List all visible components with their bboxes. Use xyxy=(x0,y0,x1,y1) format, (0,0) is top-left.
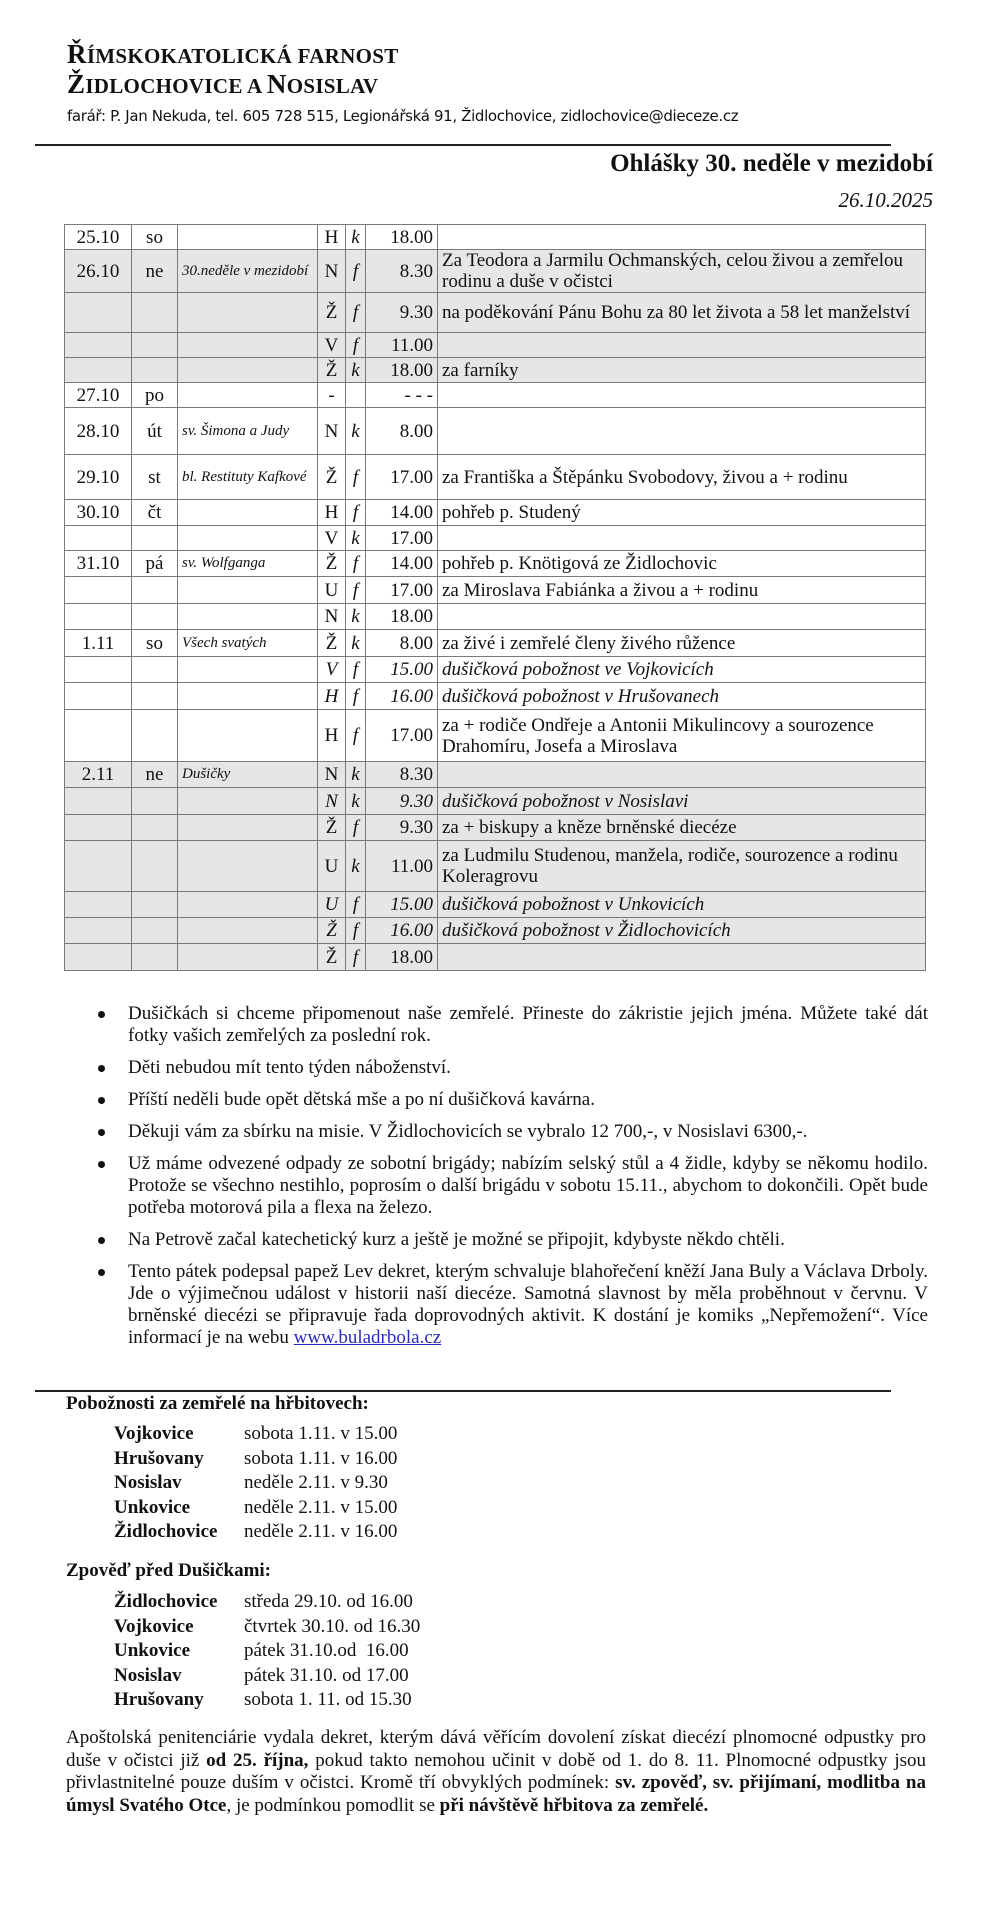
schedule-mass-type xyxy=(346,383,366,408)
schedule-day xyxy=(132,892,178,918)
schedule-intention xyxy=(438,944,926,971)
schedule-date: 2.11 xyxy=(65,762,132,788)
confession-time: sobota 1. 11. od 15.30 xyxy=(244,1689,412,1710)
schedule-date: 31.10 xyxy=(65,551,132,577)
schedule-day xyxy=(132,788,178,815)
confession-time: pátek 31.10. od 17.00 xyxy=(244,1664,409,1686)
title-line2-mid: IDLOCHOVICE A xyxy=(85,74,267,98)
schedule-row xyxy=(65,657,926,683)
schedule-date xyxy=(65,788,132,815)
schedule-intention xyxy=(438,333,926,358)
parish-contact: farář: P. Jan Nekuda, tel. 605 728 515, Legionářská 91, Židlochovice, zidlochovice@dieceze.cz xyxy=(67,107,739,125)
parish-title-line2: ŽIDLOCHOVICE A NOSISLAV xyxy=(67,69,379,99)
schedule-time: 17.00 xyxy=(366,455,438,500)
section-divider xyxy=(35,1390,891,1392)
title-line2-rest: OSISLAV xyxy=(286,74,379,98)
schedule-date: 25.10 xyxy=(65,225,132,250)
schedule-day: út xyxy=(132,408,178,455)
confession-time: středa 29.10. od 16.00 xyxy=(244,1591,413,1612)
schedule-feast xyxy=(178,577,318,604)
bullet-icon xyxy=(98,1269,105,1276)
schedule-intention: na poděkování Pánu Bohu za 80 let života a 58 let manželství xyxy=(438,293,926,333)
schedule-intention: za Františka a Štěpánku Svobodovy, živou a + rodinu xyxy=(438,455,926,500)
schedule-intention: za + biskupy a kněze brněnské diecéze xyxy=(438,815,926,841)
schedule-day xyxy=(132,293,178,333)
schedule-mass-type: f xyxy=(346,455,366,500)
schedule-time: 18.00 xyxy=(366,225,438,250)
schedule-feast xyxy=(178,225,318,250)
schedule-day xyxy=(132,604,178,630)
schedule-place: Ž xyxy=(318,944,346,971)
schedule-date xyxy=(65,577,132,604)
schedule-mass-type: f xyxy=(346,293,366,333)
schedule-mass-type: k xyxy=(346,762,366,788)
document-title: Ohlášky 30. neděle v mezidobí xyxy=(610,150,933,177)
schedule-row xyxy=(65,383,926,408)
cemetery-time: neděle 2.11. v 15.00 xyxy=(244,1496,398,1518)
schedule-feast xyxy=(178,918,318,944)
schedule-row xyxy=(65,551,926,577)
schedule-mass-type: k xyxy=(346,225,366,250)
schedule-date xyxy=(65,918,132,944)
schedule-mass-type: f xyxy=(346,683,366,710)
schedule-intention xyxy=(438,526,926,551)
schedule-time: - - - xyxy=(366,383,438,408)
confession-row xyxy=(114,1688,420,1713)
schedule-day xyxy=(132,918,178,944)
schedule-feast xyxy=(178,710,318,762)
cemetery-time: sobota 1.11. v 16.00 xyxy=(244,1447,398,1469)
schedule-mass-type: k xyxy=(346,841,366,892)
schedule-place: H xyxy=(318,500,346,526)
bullet-icon xyxy=(98,1161,105,1168)
schedule-row xyxy=(65,683,926,710)
schedule-feast xyxy=(178,944,318,971)
schedule-intention: za Miroslava Fabiánka a živou a + rodinu xyxy=(438,577,926,604)
schedule-row xyxy=(65,762,926,788)
schedule-day: so xyxy=(132,630,178,657)
schedule-place: Ž xyxy=(318,918,346,944)
schedule-date: 30.10 xyxy=(65,500,132,526)
schedule-intention: dušičková pobožnost v Nosislavi xyxy=(438,788,926,815)
schedule-day: st xyxy=(132,455,178,500)
schedule-place: - xyxy=(318,383,346,408)
schedule-intention: za Ludmilu Studenou, manžela, rodiče, sourozence a rodinu Koleragrovu xyxy=(438,841,926,892)
schedule-feast: sv. Wolfganga xyxy=(178,551,318,577)
announcement-item: Děti nebudou mít tento týden náboženství. xyxy=(98,1057,928,1079)
schedule-place: V xyxy=(318,657,346,683)
schedule-place: N xyxy=(318,408,346,455)
schedule-feast xyxy=(178,815,318,841)
cemetery-time: sobota 1.11. v 15.00 xyxy=(244,1423,398,1444)
cemetery-heading: Pobožnosti za zemřelé na hřbitovech: xyxy=(66,1393,369,1414)
schedule-mass-type: f xyxy=(346,250,366,293)
schedule-day xyxy=(132,944,178,971)
schedule-date xyxy=(65,657,132,683)
confession-row xyxy=(114,1590,420,1615)
schedule-day xyxy=(132,657,178,683)
schedule-place: V xyxy=(318,333,346,358)
schedule-day xyxy=(132,841,178,892)
announcement-item: Děkuji vám za sbírku na misie. V Židlochovicích se vybralo 12 700,-, v Nosislavi 6300,-. xyxy=(98,1121,928,1143)
schedule-time: 14.00 xyxy=(366,551,438,577)
schedule-intention: dušičková pobožnost ve Vojkovicích xyxy=(438,657,926,683)
cemetery-row xyxy=(114,1422,397,1447)
schedule-intention: dušičková pobožnost v Židlochovicích xyxy=(438,918,926,944)
bullet-icon xyxy=(98,1237,105,1244)
schedule-time: 18.00 xyxy=(366,604,438,630)
schedule-date xyxy=(65,841,132,892)
schedule-place: N xyxy=(318,604,346,630)
schedule-time: 16.00 xyxy=(366,918,438,944)
schedule-time: 11.00 xyxy=(366,333,438,358)
schedule-row xyxy=(65,710,926,762)
schedule-feast xyxy=(178,892,318,918)
schedule-day: pá xyxy=(132,551,178,577)
bullet-icon xyxy=(98,1065,105,1072)
schedule-feast xyxy=(178,841,318,892)
cemetery-list xyxy=(114,1422,397,1545)
announcement-item: Dušičkách si chceme připomenout naše zemřelé. Přineste do zákristie jejich jména. Můžete také dát fotky vašich zemřelých za poslední rok. xyxy=(98,1003,928,1047)
schedule-place: V xyxy=(318,526,346,551)
schedule-date: 1.11 xyxy=(65,630,132,657)
confession-heading: Zpověď před Dušičkami: xyxy=(66,1560,272,1581)
schedule-intention: za + rodiče Ondřeje a Antonii Mikulincovy a sourozence Drahomíru, Josefa a Miroslava xyxy=(438,710,926,762)
schedule-place: Ž xyxy=(318,455,346,500)
cemetery-row xyxy=(114,1520,397,1545)
schedule-mass-type: f xyxy=(346,892,366,918)
schedule-feast: Dušičky xyxy=(178,762,318,788)
schedule-feast xyxy=(178,500,318,526)
schedule-day: ne xyxy=(132,250,178,293)
schedule-feast xyxy=(178,293,318,333)
schedule-row xyxy=(65,815,926,841)
schedule-mass-type: f xyxy=(346,500,366,526)
schedule-feast xyxy=(178,788,318,815)
announcement-item: Příští neděli bude opět dětská mše a po ní dušičková kavárna. xyxy=(98,1089,928,1111)
bullet-icon xyxy=(98,1011,105,1018)
schedule-day xyxy=(132,815,178,841)
schedule-place: U xyxy=(318,892,346,918)
schedule-place: N xyxy=(318,762,346,788)
schedule-mass-type: f xyxy=(346,551,366,577)
schedule-row xyxy=(65,408,926,455)
indulgence-paragraph: Apoštolská penitenciárie vydala dekret, kterým dává věřícím dovolení získat diecézí plnomocné odpustky pro duše v očistci již od 25. října, pokud takto nemohou učinit v době od 1. do 8. 11. Plnomocné odpustky jsou přivlastnitelné pouze duším v očistci. Kromě tří obvyklých podmínek: sv. zpověď, sv. přijímaní, modlitba na úmysl Svatého Otce, je podmínkou pomodlit se při návštěvě hřbitova za zemřelé. xyxy=(66,1727,927,1816)
schedule-place: N xyxy=(318,250,346,293)
schedule-date xyxy=(65,815,132,841)
schedule-mass-type: f xyxy=(346,577,366,604)
schedule-date: 28.10 xyxy=(65,408,132,455)
cemetery-place: Hrušovany xyxy=(114,1447,204,1469)
schedule-intention: dušičková pobožnost v Unkovicích xyxy=(438,892,926,918)
schedule-date xyxy=(65,944,132,971)
schedule-date xyxy=(65,892,132,918)
schedule-time: 17.00 xyxy=(366,710,438,762)
schedule-date xyxy=(65,683,132,710)
schedule-day xyxy=(132,526,178,551)
schedule-place: Ž xyxy=(318,551,346,577)
announcement-item: Už máme odvezené odpady ze sobotní brigády; nabízím selský stůl a 4 židle, kdyby se někomu hodilo. Protože se všechno nestihlo, poprosím o další brigádu v sobotu 15.11., abychom to dokončili. Opět bude potřeba motorová pila a flexa na železo. xyxy=(98,1153,928,1219)
schedule-mass-type: f xyxy=(346,710,366,762)
schedule-feast: Všech svatých xyxy=(178,630,318,657)
schedule-intention xyxy=(438,604,926,630)
schedule-row xyxy=(65,358,926,383)
schedule-row xyxy=(65,250,926,293)
schedule-day: po xyxy=(132,383,178,408)
schedule-date xyxy=(65,604,132,630)
schedule-time: 17.00 xyxy=(366,526,438,551)
schedule-intention xyxy=(438,762,926,788)
schedule-feast xyxy=(178,657,318,683)
schedule-row xyxy=(65,630,926,657)
schedule-day: so xyxy=(132,225,178,250)
schedule-date: 26.10 xyxy=(65,250,132,293)
schedule-intention: dušičková pobožnost v Hrušovanech xyxy=(438,683,926,710)
schedule-row xyxy=(65,293,926,333)
schedule-mass-type: f xyxy=(346,657,366,683)
schedule-mass-type: k xyxy=(346,526,366,551)
confession-row xyxy=(114,1639,420,1664)
schedule-row xyxy=(65,841,926,892)
schedule-time: 8.00 xyxy=(366,630,438,657)
schedule-intention xyxy=(438,408,926,455)
schedule-row xyxy=(65,788,926,815)
schedule-time: 9.30 xyxy=(366,815,438,841)
schedule-time: 11.00 xyxy=(366,841,438,892)
schedule-day xyxy=(132,683,178,710)
confession-time: pátek 31.10.od 16.00 xyxy=(244,1640,409,1661)
schedule-time: 9.30 xyxy=(366,788,438,815)
schedule-mass-type: f xyxy=(346,815,366,841)
schedule-date: 29.10 xyxy=(65,455,132,500)
schedule-feast: 30.neděle v mezidobí xyxy=(178,250,318,293)
schedule-date xyxy=(65,333,132,358)
schedule-place: H xyxy=(318,710,346,762)
schedule-row xyxy=(65,500,926,526)
schedule-day: čt xyxy=(132,500,178,526)
schedule-table xyxy=(64,224,926,971)
cemetery-row xyxy=(114,1447,397,1472)
schedule-intention: Za Teodora a Jarmilu Ochmanských, celou živou a zemřelou rodinu a duše v očistci xyxy=(438,250,926,293)
schedule-feast xyxy=(178,358,318,383)
header-divider xyxy=(35,144,891,146)
cemetery-place: Unkovice xyxy=(114,1496,190,1518)
schedule-place: H xyxy=(318,683,346,710)
schedule-mass-type: k xyxy=(346,408,366,455)
schedule-row xyxy=(65,577,926,604)
schedule-day xyxy=(132,358,178,383)
cemetery-place: Vojkovice xyxy=(114,1423,194,1444)
confession-place: Nosislav xyxy=(114,1664,182,1686)
cemetery-row xyxy=(114,1471,397,1496)
title-line1-rest: ÍMSKOKATOLICKÁ FARNOST xyxy=(86,44,399,68)
schedule-time: 9.30 xyxy=(366,293,438,333)
schedule-time: 8.30 xyxy=(366,762,438,788)
schedule-day xyxy=(132,577,178,604)
schedule-feast xyxy=(178,683,318,710)
schedule-intention: pohřeb p. Knötigová ze Židlochovic xyxy=(438,551,926,577)
parish-title xyxy=(67,40,399,100)
confession-row xyxy=(114,1615,420,1640)
schedule-place: Ž xyxy=(318,815,346,841)
schedule-intention: pohřeb p. Studený xyxy=(438,500,926,526)
cemetery-place: Židlochovice xyxy=(114,1521,218,1542)
schedule-place: Ž xyxy=(318,358,346,383)
schedule-place: U xyxy=(318,577,346,604)
schedule-date xyxy=(65,526,132,551)
schedule-mass-type: f xyxy=(346,333,366,358)
schedule-feast: bl. Restituty Kafkové xyxy=(178,455,318,500)
document-date: 26.10.2025 xyxy=(838,188,933,212)
schedule-date xyxy=(65,358,132,383)
schedule-feast: sv. Šimona a Judy xyxy=(178,408,318,455)
schedule-time: 8.30 xyxy=(366,250,438,293)
schedule-mass-type: k xyxy=(346,630,366,657)
schedule-day: ne xyxy=(132,762,178,788)
schedule-time: 18.00 xyxy=(366,944,438,971)
parish-title-line1: ŘÍMSKOKATOLICKÁ FARNOST xyxy=(67,39,399,69)
schedule-date xyxy=(65,293,132,333)
schedule-place: U xyxy=(318,841,346,892)
schedule-time: 8.00 xyxy=(366,408,438,455)
schedule-intention xyxy=(438,225,926,250)
schedule-place: H xyxy=(318,225,346,250)
schedule-date xyxy=(65,710,132,762)
schedule-time: 16.00 xyxy=(366,683,438,710)
confession-time: čtvrtek 30.10. od 16.30 xyxy=(244,1615,421,1637)
confession-place: Unkovice xyxy=(114,1640,190,1661)
schedule-row xyxy=(65,918,926,944)
announcement-item: Tento pátek podepsal papež Lev dekret, kterým schvaluje blahořečení kněží Jana Buly a Václava Drboly. Jde o výjimečnou událost v historii naší diecéze. Samotná slavnost by měla proběhnout v červnu. V brněnské diecézi se připravuje řada doprovodných aktivit. K dostání je komiks „Nepřemožení“. Více informací je na webu www.buladrbola.cz xyxy=(98,1261,928,1349)
schedule-date: 27.10 xyxy=(65,383,132,408)
announcement-item: Na Petrově začal katechetický kurz a ještě je možné se připojit, kdybyste někdo chtěli. xyxy=(98,1229,928,1251)
cemetery-time: neděle 2.11. v 16.00 xyxy=(244,1521,398,1542)
website-link[interactable]: www.buladrbola.cz xyxy=(293,1327,442,1348)
confession-place: Hrušovany xyxy=(114,1689,204,1710)
schedule-row xyxy=(65,526,926,551)
schedule-time: 14.00 xyxy=(366,500,438,526)
schedule-day xyxy=(132,710,178,762)
schedule-mass-type: k xyxy=(346,788,366,815)
confession-list xyxy=(114,1590,420,1713)
schedule-feast xyxy=(178,333,318,358)
cemetery-time: neděle 2.11. v 9.30 xyxy=(244,1472,388,1493)
bullet-icon xyxy=(98,1129,105,1136)
schedule-intention: za živé i zemřelé členy živého růžence xyxy=(438,630,926,657)
schedule-row xyxy=(65,604,926,630)
schedule-place: Ž xyxy=(318,293,346,333)
announcements-list xyxy=(98,1003,928,1359)
schedule-row xyxy=(65,333,926,358)
schedule-time: 18.00 xyxy=(366,358,438,383)
schedule-mass-type: f xyxy=(346,944,366,971)
schedule-intention: za farníky xyxy=(438,358,926,383)
schedule-feast xyxy=(178,383,318,408)
schedule-place: Ž xyxy=(318,630,346,657)
schedule-mass-type: k xyxy=(346,604,366,630)
schedule-row xyxy=(65,892,926,918)
schedule-time: 15.00 xyxy=(366,892,438,918)
confession-place: Vojkovice xyxy=(114,1615,194,1637)
schedule-row xyxy=(65,455,926,500)
bullet-icon xyxy=(98,1097,105,1104)
schedule-feast xyxy=(178,526,318,551)
confession-place: Židlochovice xyxy=(114,1591,218,1612)
schedule-row xyxy=(65,225,926,250)
schedule-intention xyxy=(438,383,926,408)
cemetery-row xyxy=(114,1496,397,1521)
schedule-place: N xyxy=(318,788,346,815)
schedule-row xyxy=(65,944,926,971)
schedule-time: 17.00 xyxy=(366,577,438,604)
cemetery-place: Nosislav xyxy=(114,1472,182,1493)
schedule-feast xyxy=(178,604,318,630)
schedule-mass-type: k xyxy=(346,358,366,383)
confession-row xyxy=(114,1664,420,1689)
schedule-mass-type: f xyxy=(346,918,366,944)
schedule-time: 15.00 xyxy=(366,657,438,683)
schedule-day xyxy=(132,333,178,358)
